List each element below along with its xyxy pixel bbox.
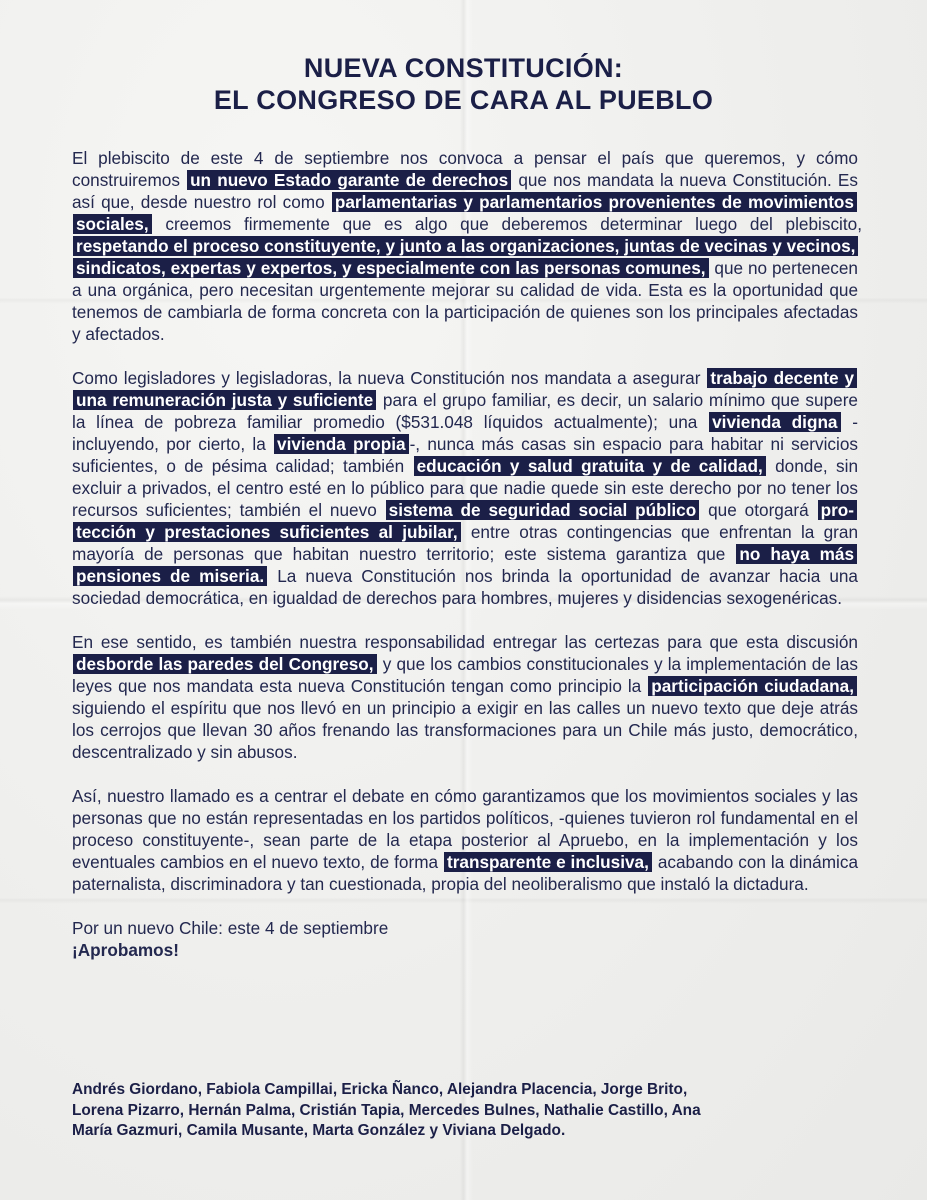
- text-segment: para el grupo familiar, es decir, un salario mínimo que supere la línea de pobreza familiar promedio ($531.048 líquidos actualmente); una: [72, 390, 858, 432]
- paragraph-1: [72, 147, 862, 345]
- text-segment: que nos mandata la nueva Constitución. Es así que, desde nuestro rol como: [72, 170, 858, 212]
- paragraph-4: [72, 785, 858, 895]
- text-segment: y que los cambios constitucionales y la implementación de las leyes que nos mandata esta nueva Constitución tengan como principio la: [72, 654, 858, 696]
- text-segment: Así, nuestro llamado es a centrar el debate en cómo garantizamos que los movimientos sociales y las personas que no están representadas en los partidos políticos, -quienes tuvieron rol fundamental en el proceso constituyente-, sean parte de la etapa posterior al Apruebo, en la implementación y los eventuales cambios en el nuevo texto, de forma: [72, 786, 858, 872]
- highlight-phrase: vivienda propia: [274, 434, 409, 454]
- letter-body: [72, 147, 862, 983]
- closing-line: Por un nuevo Chile: este 4 de septiembre: [72, 918, 389, 938]
- highlight-phrase: parlamentarias y parlamentarios provenientes de movimientos sociales,: [73, 192, 857, 234]
- text-segment: El plebiscito de este 4 de septiembre nos convoca a pensar el país que queremos, y cómo construiremos: [72, 148, 858, 190]
- highlight-phrase: trabajo decente y una remuneración justa y suficiente: [73, 368, 857, 410]
- page-title: [0, 52, 927, 116]
- text-segment: -, nunca más casas sin espacio para habitar ni servicios suficientes, o de pésima calidad; también: [72, 434, 858, 476]
- signatories: Andrés Giordano, Fabiola Campillai, Ericka Ñanco, Alejandra Placencia, Jorge Brito, Lorena Pizarro, Hernán Palma, Cristián Tapia, Mercedes Bulnes, Nathalie Castillo, Ana María Gazmuri, Camila Musante, Marta González y Viviana Delgado.: [72, 1081, 701, 1139]
- closing-slogan: ¡Aprobamos!: [72, 940, 179, 960]
- highlight-phrase: transparente e inclusiva,: [444, 852, 652, 872]
- text-segment: siguiendo el espíritu que nos llevó en un principio a exigir en las calles un nuevo texto que deje atrás los cerrojos que llevan 30 años frenando las transformaciones para un Chile más justo, democrático, descentralizado y sin abusos.: [72, 698, 858, 762]
- text-segment: La nueva Constitución nos brinda la oportunidad de avanzar hacia una sociedad democrática, en igualdad de derechos para hombres, mujeres y disidencias sexogenéricas.: [72, 566, 858, 608]
- highlight-phrase: educación y salud gratuita y de calidad,: [414, 456, 766, 476]
- highlight-phrase: un nuevo Estado garante de derechos: [187, 170, 511, 190]
- text-segment: donde, sin excluir a privados, el centro esté en lo público para que nadie quede sin este derecho por no tener los recursos suficientes; también el nuevo: [72, 456, 859, 520]
- text-segment: -incluyendo, por cierto, la: [72, 412, 858, 454]
- text-segment: acabando con la dinámica paternalista, discriminadora y tan cuestionada, propia del neoliberalismo que instaló la dictadura.: [72, 852, 858, 894]
- paragraph-3: [72, 631, 858, 763]
- closing: [72, 917, 858, 961]
- highlight-phrase: respetando el proceso constituyente, y junto a las organizaciones, juntas de vecinas y vecinos, sindicatos, expertas y expertos, y especialmente con las personas comunes,: [73, 236, 858, 278]
- highlight-phrase: no haya más pensiones de miseria.: [73, 544, 857, 586]
- title-line-1: NUEVA CONSTITUCIÓN:: [303, 53, 624, 83]
- text-segment: creemos firmemente que es algo que deberemos determinar luego del plebiscito,: [152, 214, 862, 234]
- text-segment: que otorgará: [700, 500, 817, 520]
- text-segment: En ese sentido, es también nuestra responsabilidad entregar las certezas para que esta discusión: [72, 632, 858, 652]
- paragraph-2: [72, 367, 858, 609]
- highlight-phrase: protección y prestaciones suficientes al jubilar,: [73, 500, 857, 542]
- highlight-phrase: participación ciudadana,: [648, 676, 857, 696]
- highlight-phrase: sistema de seguridad social público: [386, 500, 700, 520]
- title-line-2: EL CONGRESO DE CARA AL PUEBLO: [213, 85, 714, 115]
- highlight-phrase: desborde las paredes del Congreso,: [73, 654, 377, 674]
- text-segment: Como legisladores y legisladoras, la nueva Constitución nos mandata a asegurar: [72, 368, 707, 388]
- highlight-phrase: vivienda digna: [709, 412, 840, 432]
- text-segment: entre otras contingencias que enfrentan la gran mayoría de personas que habitan nuestro territorio; este sistema garantiza que: [72, 522, 859, 564]
- text-segment: que no pertenecen a una orgánica, pero necesitan urgentemente mejorar su calidad de vida. Esta es la oportunidad que tenemos de cambiarla de forma concreta con la participación de quienes son los principales afectadas y afectados.: [72, 258, 858, 344]
